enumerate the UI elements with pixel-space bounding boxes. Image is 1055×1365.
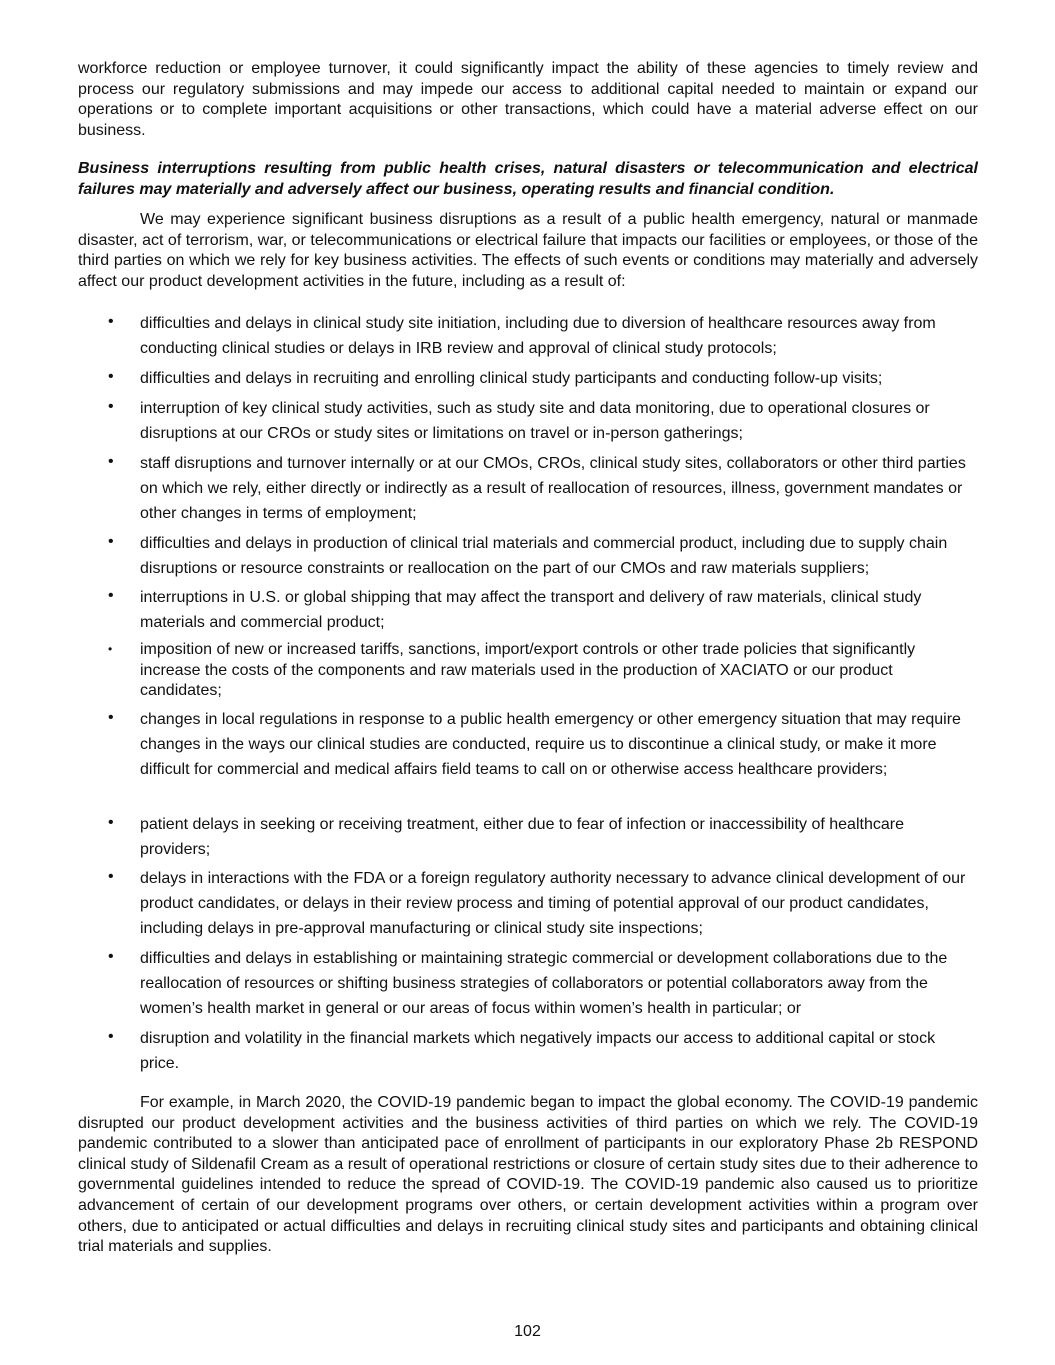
bullet-icon: • (108, 398, 114, 415)
bullet-icon: • (108, 948, 114, 965)
bullet-icon: • (108, 868, 114, 885)
list-item-text: delays in interactions with the FDA or a foreign regulatory authority necessary to advance clinical development of our product candidates, or delays in their review process and timing of potential approval of our product candidates, including delays in pre-approval manufacturing or clinical study site inspections; (140, 870, 966, 937)
paragraph-example: For example, in March 2020, the COVID-19 pandemic began to impact the global economy. The COVID-19 pandemic disrupted our product development activities and the business activities of third parties on which we rely. The COVID-19 pandemic contributed to a slower than anticipated pace of enrollment of participants in our exploratory Phase 2b RESPOND clinical study of Sildenafil Cream as a result of operational restrictions or closure of certain study sites due to their adherence to governmental guidelines intended to reduce the spread of COVID-19. The COVID-19 pandemic also caused us to prioritize advancement of certain of our development programs over others, or certain development activities within a program over others, due to anticipated or actual difficulties and delays in recruiting clinical study sites and participants and obtaining clinical trial materials and supplies. (78, 1094, 978, 1256)
bullet-icon: • (108, 814, 114, 831)
list-item (78, 1026, 978, 1076)
list-item-text: interruptions in U.S. or global shipping that may affect the transport and delivery of raw materials, clinical study materials and commercial product; (140, 589, 922, 631)
list-item-text: staff disruptions and turnover internally or at our CMOs, CROs, clinical study sites, collaborators or other third parties on which we rely, either directly or indirectly as a result of reallocation of resources, illness, government mandates or other changes in terms of employment; (140, 455, 966, 522)
list-item-text: imposition of new or increased tariffs, sanctions, import/export controls or other trade policies that significantly increase the costs of the components and raw materials used in the production of XACIATO or our product candidates; (140, 641, 916, 700)
list-item (78, 707, 978, 782)
list-item (78, 311, 978, 361)
list-item-text: difficulties and delays in recruiting and enrolling clinical study participants and conducting follow-up visits; (140, 370, 883, 387)
list-item (78, 585, 978, 635)
paragraph-continued: workforce reduction or employee turnover, it could significantly impact the ability of these agencies to timely review and process our regulatory submissions and may impede our access to additional capital needed to maintain or expand our operations or to complete important acquisitions or other transactions, which could have a material adverse effect on our business. (78, 60, 978, 139)
list-item-text: difficulties and delays in establishing or maintaining strategic commercial or development collaborations due to the reallocation of resources or shifting business strategies of collaborators or potential collaborators away from the women’s health market in general or our areas of focus within women’s health in particular; or (140, 950, 948, 1017)
section-heading: Business interruptions resulting from public health crises, natural disasters or telecommunication and electrical failures may materially and adversely affect our business, operating results and financial condition. (78, 160, 978, 198)
bullet-icon: • (108, 709, 114, 726)
bullet-icon: • (108, 368, 114, 385)
paragraph-intro: We may experience significant business disruptions as a result of a public health emergency, natural or manmade disaster, act of terrorism, war, or telecommunications or electrical failure that impacts our facilities or employees, or those of the third parties on which we rely for key business activities. The effects of such events or conditions may materially and adversely affect our product development activities in the future, including as a result of: (78, 211, 978, 290)
page-number: 102 (514, 1323, 541, 1340)
list-item (78, 531, 978, 581)
list-item (78, 366, 978, 391)
list-item-text: disruption and volatility in the financial markets which negatively impacts our access to additional capital or stock price. (140, 1030, 936, 1072)
list-item (78, 946, 978, 1021)
bullet-icon: • (108, 1028, 114, 1045)
bullet-icon: • (108, 587, 114, 604)
list-item (78, 866, 978, 941)
list-item-text: interruption of key clinical study activities, such as study site and data monitoring, due to operational closures or disruptions at our CROs or study sites or limitations on travel or in-person gatherings; (140, 400, 930, 442)
bullet-icon: • (108, 453, 114, 470)
list-item (78, 640, 978, 702)
bullet-icon: • (108, 533, 114, 550)
list-item (78, 396, 978, 446)
bullet-icon: • (108, 313, 114, 330)
list-item-text: changes in local regulations in response to a public health emergency or other emergency situation that may require changes in the ways our clinical studies are conducted, require us to discontinue a clinical study, or make it more difficult for commercial and medical affairs field teams to call on or otherwise access healthcare providers; (140, 711, 961, 778)
list-item-text: difficulties and delays in clinical study site initiation, including due to diversion of healthcare resources away from conducting clinical studies or delays in IRB review and approval of clinical study protocols; (140, 315, 936, 357)
list-item (78, 812, 978, 862)
list-item-text: patient delays in seeking or receiving treatment, either due to fear of infection or inaccessibility of healthcare providers; (140, 816, 904, 858)
bullet-icon: • (108, 642, 113, 656)
list-item-text: difficulties and delays in production of clinical trial materials and commercial product, including due to supply chain disruptions or resource constraints or reallocation on the part of our CMOs and raw materials suppliers; (140, 535, 948, 577)
list-item (78, 451, 978, 526)
